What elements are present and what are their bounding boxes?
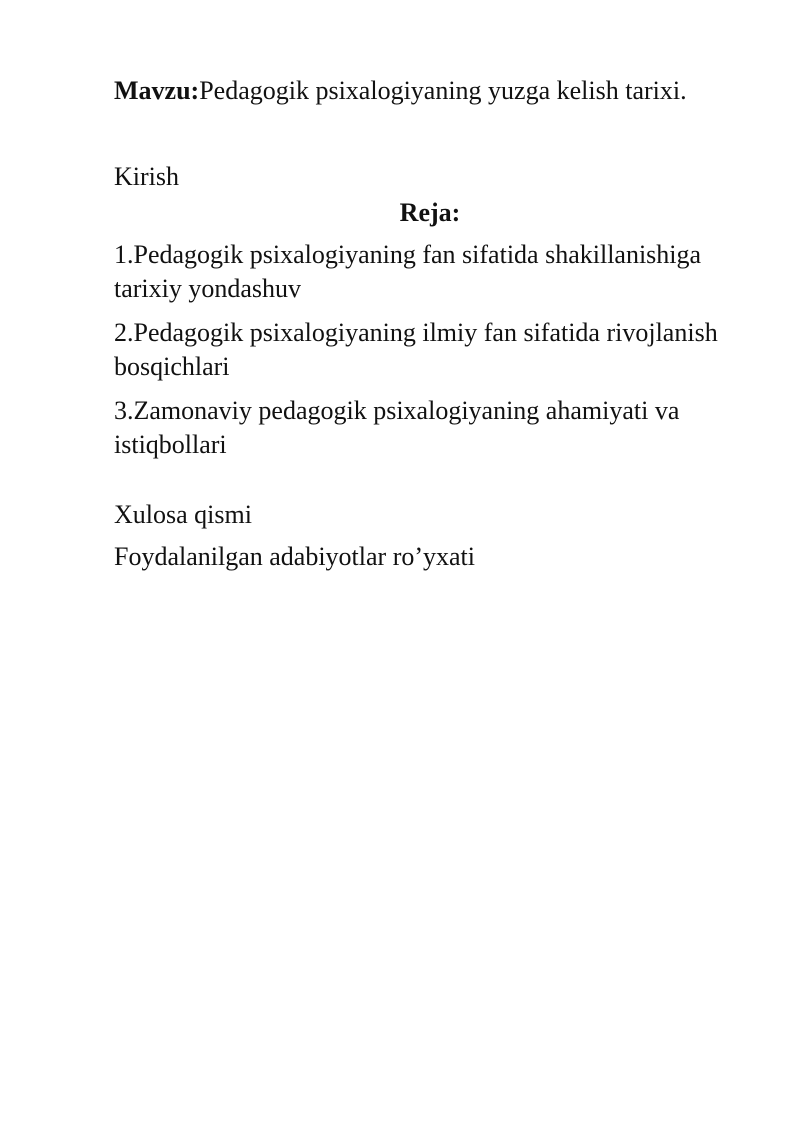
plan-list bbox=[114, 238, 734, 462]
intro-heading: Kirish bbox=[114, 162, 179, 191]
topic-text: Pedagogik psixalogiyaning yuzga kelish tarixi. bbox=[199, 76, 687, 105]
plan-item-1: 1.Pedagogik psixalogiyaning fan sifatida shakillanishiga tarixiy yondashuv bbox=[114, 240, 702, 303]
document-content bbox=[114, 74, 734, 574]
plan-heading: Reja: bbox=[399, 198, 461, 227]
plan-item-3: 3.Zamonaviy pedagogik psixalogiyaning ahamiyati va istiqbollari bbox=[114, 396, 680, 459]
conclusion-heading: Xulosa qismi bbox=[114, 500, 252, 529]
plan-item-2: 2.Pedagogik psixalogiyaning ilmiy fan sifatida rivojlanish bosqichlari bbox=[114, 318, 718, 381]
references-heading: Foydalanilgan adabiyotlar ro’yxati bbox=[114, 542, 476, 571]
topic-line bbox=[114, 74, 734, 108]
topic-label: Mavzu: bbox=[114, 76, 200, 105]
